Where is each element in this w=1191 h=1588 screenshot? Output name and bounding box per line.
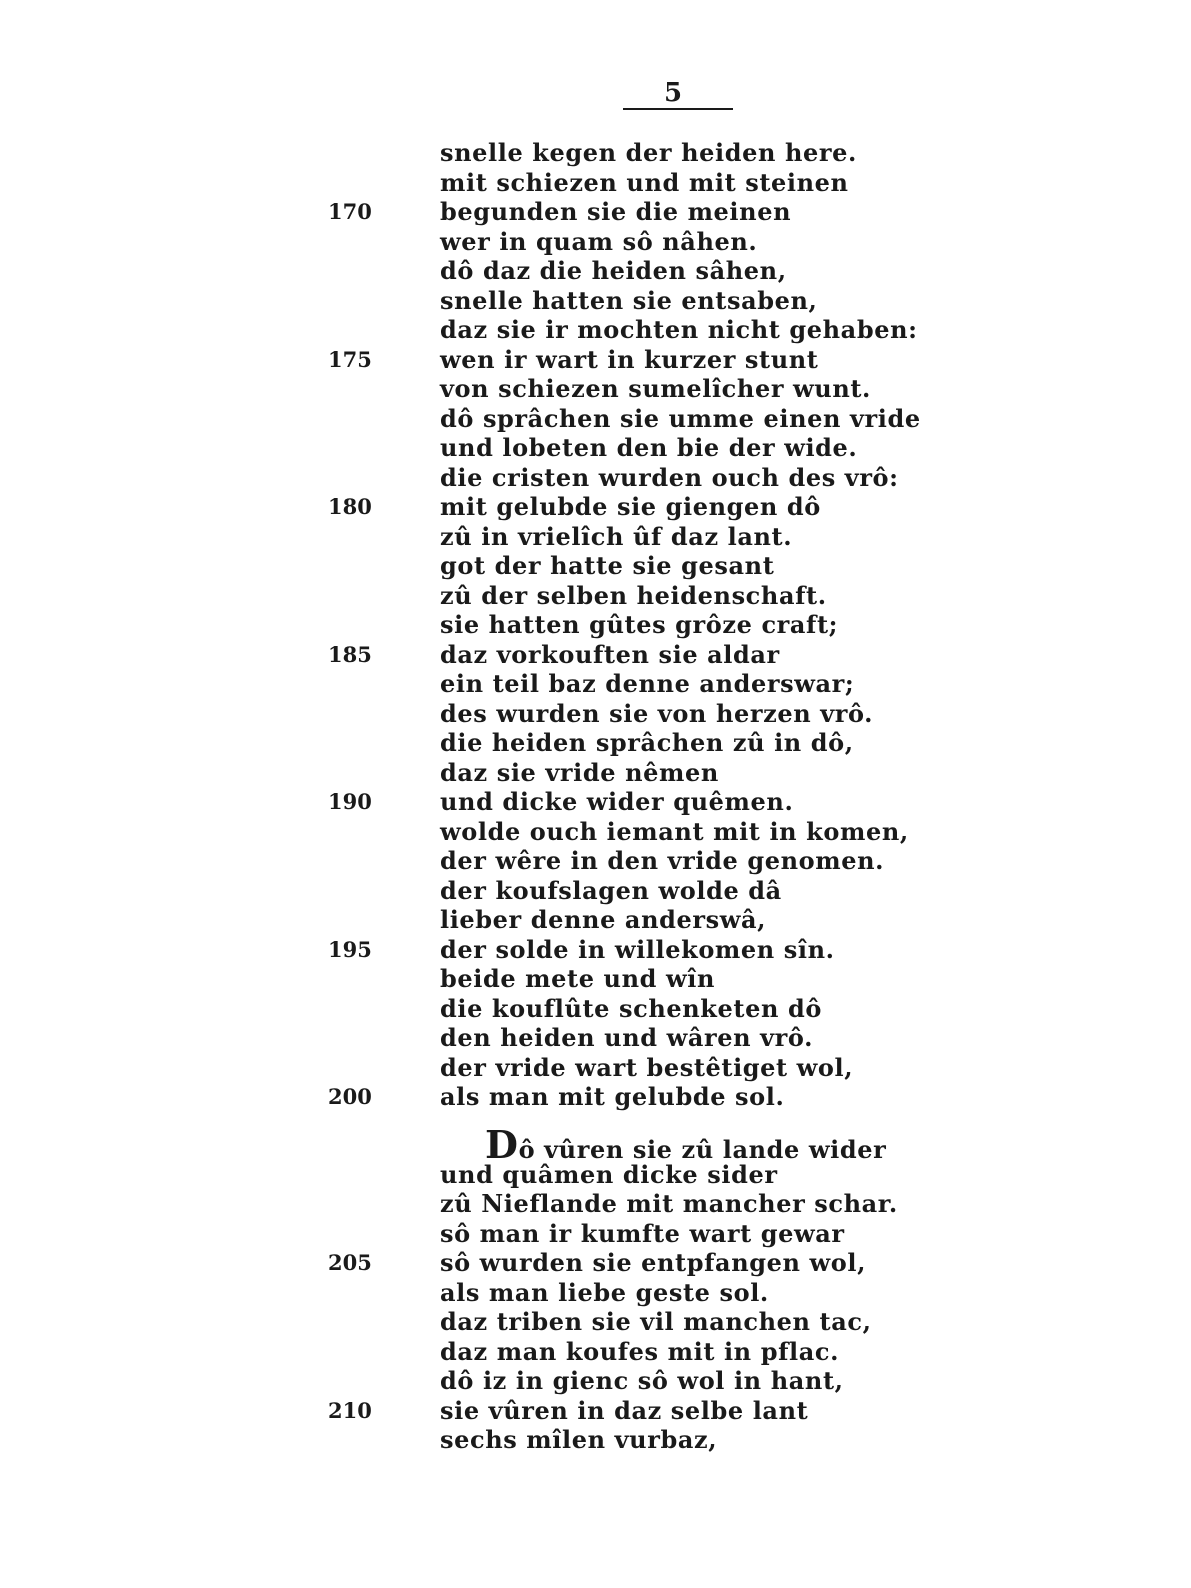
verse-line: [0, 1219, 1191, 1249]
verse-text: den heiden und wâren vrô.: [440, 1023, 814, 1052]
verse-line: [0, 551, 1191, 581]
verse-line: [0, 374, 1191, 404]
verse-text: sô wurden sie entpfangen wol,: [440, 1248, 867, 1277]
verse-line: [0, 1189, 1191, 1219]
stanza-2: [0, 1122, 1191, 1455]
verse-line: [0, 846, 1191, 876]
verse-line: [0, 168, 1191, 198]
verse-text-rest: ô vûren sie zû lande wider: [518, 1135, 887, 1164]
line-number: 170: [328, 199, 372, 224]
drop-initial: D: [485, 1122, 519, 1167]
verse-text: daz vorkouften sie aldar: [440, 639, 780, 669]
verse-text: snelle hatten sie entsaben,: [440, 285, 818, 315]
verse-text: beide mete und wîn: [440, 964, 716, 993]
verse-text: lieber denne anderswâ,: [440, 905, 767, 934]
verse-line: [0, 728, 1191, 758]
verse-line: [0, 1023, 1191, 1053]
verse-line: [0, 1248, 1191, 1278]
verse-line: [0, 935, 1191, 965]
verse-line: [0, 640, 1191, 670]
verse-text: sechs mîlen vurbaz,: [440, 1425, 718, 1454]
verse-line: [0, 758, 1191, 788]
verse-text: daz triben sie vil manchen tac,: [440, 1307, 872, 1336]
verse-text: ein teil baz denne anderswar;: [440, 669, 855, 698]
verse-line: [0, 610, 1191, 640]
verse-text: mit gelubde sie giengen dô: [440, 492, 821, 521]
verse-text: dô sprâchen sie umme einen vride: [440, 403, 921, 433]
verse-text: zû der selben heidenschaft.: [440, 580, 827, 610]
verse-text: des wurden sie von herzen vrô.: [440, 698, 874, 728]
verse-line: [0, 1425, 1191, 1455]
verse-line: [0, 581, 1191, 611]
verse-line: [0, 699, 1191, 729]
verse-text: begunden sie die meinen: [440, 197, 792, 226]
verse-text: und lobeten den bie der wide.: [440, 433, 858, 462]
verse-line: [0, 1396, 1191, 1426]
verse-line: [0, 817, 1191, 847]
line-number: 205: [328, 1250, 372, 1275]
verse-text: daz sie vride nêmen: [440, 757, 719, 787]
verse-text: von schiezen sumelîcher wunt.: [440, 374, 872, 403]
verse-text: wer in quam sô nâhen.: [440, 226, 758, 256]
verse-line: [0, 522, 1191, 552]
verse-line: [0, 1366, 1191, 1396]
verse-text: der wêre in den vride genomen.: [440, 846, 885, 875]
verse-line: [0, 227, 1191, 257]
verse-line: [0, 876, 1191, 906]
verse-text: zû in vrielîch ûf daz lant.: [440, 521, 793, 551]
verse-line: [0, 492, 1191, 522]
verse-line: [0, 138, 1191, 168]
verse-line: [0, 404, 1191, 434]
line-number: 180: [328, 494, 372, 519]
verse-text: mit schiezen und mit steinen: [440, 167, 849, 197]
verse-line: [0, 1337, 1191, 1367]
verse-line: [0, 345, 1191, 375]
verse-line: [0, 286, 1191, 316]
verse-text: der vride wart bestêtiget wol,: [440, 1052, 854, 1082]
verse-line: [0, 315, 1191, 345]
verse-line: [0, 787, 1191, 817]
verse-text: und quâmen dicke sider: [440, 1159, 778, 1189]
verse-text: als man liebe geste sol.: [440, 1277, 769, 1307]
verse-text: got der hatte sie gesant: [440, 551, 775, 580]
verse-line: [0, 1082, 1191, 1112]
verse-text: sie vûren in daz selbe lant: [440, 1395, 809, 1425]
verse-text: wen ir wart in kurzer stunt: [440, 344, 819, 374]
verse-text: die cristen wurden ouch des vrô:: [440, 462, 899, 492]
verse-line: [0, 994, 1191, 1024]
verse-line: [0, 1307, 1191, 1337]
verse-text: der koufslagen wolde dâ: [440, 875, 782, 905]
header-rule: [623, 108, 733, 110]
verse-text: dô daz die heiden sâhen,: [440, 256, 787, 285]
verse-text: zû Nieflande mit mancher schar.: [440, 1189, 898, 1218]
verse-text: die heiden sprâchen zû in dô,: [440, 728, 854, 757]
verse-line: [0, 905, 1191, 935]
verse-text: die kouflûte schenketen dô: [440, 993, 822, 1023]
verse-line: [0, 1278, 1191, 1308]
verse-text: snelle kegen der heiden here.: [440, 138, 857, 167]
verse-line: [0, 1122, 1191, 1167]
verse-line: [0, 256, 1191, 286]
verse-text: als man mit gelubde sol.: [440, 1082, 785, 1111]
verse-line: [0, 964, 1191, 994]
line-number: 200: [328, 1084, 372, 1109]
line-number: 190: [328, 789, 372, 814]
verse-text: daz man koufes mit in pflac.: [440, 1336, 840, 1366]
verse-line: [0, 1053, 1191, 1083]
verse-line: [0, 1160, 1191, 1190]
verse-text: daz sie ir mochten nicht gehaben:: [440, 315, 918, 344]
verse-text: dô iz in gienc sô wol in hant,: [440, 1366, 844, 1395]
verse-line: [0, 463, 1191, 493]
line-number: 185: [328, 641, 372, 667]
line-number: 210: [328, 1397, 372, 1423]
verse-text: sô man ir kumfte wart gewar: [440, 1218, 845, 1248]
verse-text: wolde ouch iemant mit in komen,: [440, 816, 909, 846]
verse-text: sie hatten gûtes grôze craft;: [440, 610, 839, 639]
line-number: 195: [328, 936, 372, 962]
verse-line: [0, 197, 1191, 227]
verse-text: der solde in willekomen sîn.: [440, 934, 835, 964]
line-number: 175: [328, 346, 372, 372]
stanza-1: [0, 138, 1191, 1112]
verse-text: und dicke wider quêmen.: [440, 787, 794, 816]
page-number: 5: [664, 78, 683, 108]
verse-line: [0, 669, 1191, 699]
verse-line: [0, 433, 1191, 463]
